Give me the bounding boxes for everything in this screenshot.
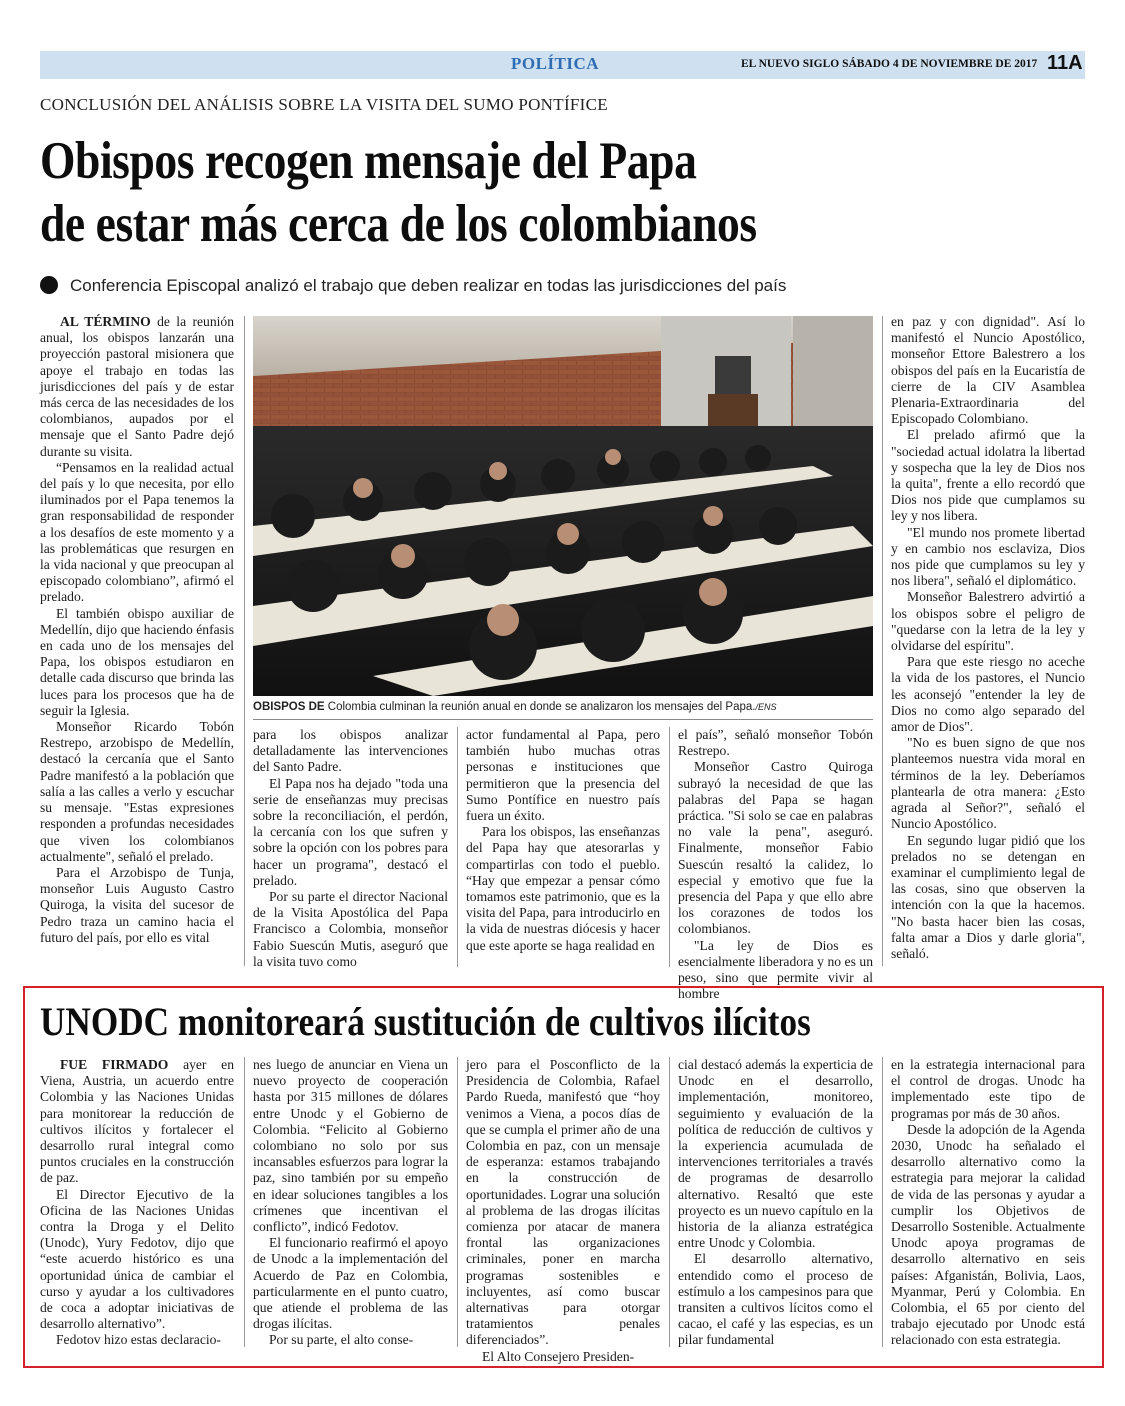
paragraph: “Pensamos en la realidad actual del país y lo que necesita, por ello iluminados por el Papa tenemos la gran responsabilidad de responder a los desafíos de este momento y a las problemáticas que resurgen en la vida nacional y que preocupan al episcopado colombiano”, afirmó el prelado. (40, 459, 234, 605)
masthead-date: EL NUEVO SIGLO SÁBADO 4 DE NOVIEMBRE DE 2017 (741, 58, 1038, 70)
caption-text: Colombia culminan la reunión anual en donde se analizaron los mensajes del Papa. (327, 701, 756, 713)
paragraph: Para los obispos, las enseñanzas del Papa hay que atesorarlas y compartirlas con todo el pueblo. “Hay que empezar a pensar cómo tomamos este patrimonio, que es la visita del Papa, para introducirlo en la vida de nuestras diócesis y hacer que este aporte se haga realidad en (466, 824, 660, 953)
paragraph: Monseñor Ricardo Tobón Restrepo, arzobispo de Medellín, destacó la cercanía que el Santo Padre manifestó a la población que salía a las calles a verlo y escuchar su mensaje. "Estas expresiones responden a profundas necesidades que viven los colombianos actualmente", señaló el prelado. (40, 719, 234, 864)
lead-word: FUE FIRMADO (60, 1057, 169, 1072)
unodc-column-3 (466, 1057, 660, 1365)
column-divider (669, 727, 670, 967)
paragraph: en la estrategia internacional para el control de drogas. Unodc ha implementado este tipo de programas por más de 30 años. (891, 1057, 1085, 1121)
paragraph: En segundo lugar pidió que los prelados no se detengan en examinar el cumplimiento legal de las cosas, sino que observen la intención con la que la hacemos. "No basta hacer bien las cosas, falta amar a Dios y darle gloria", señaló. (891, 832, 1085, 961)
article-column-2 (253, 727, 448, 970)
paragraph: "No es buen signo de que nos planteemos nuestra vida moral en términos de la ley. Deberíamos plantearla de otra manera: ¿Esto agrada al Señor?", señaló el Nuncio Apostólico. (891, 735, 1085, 832)
bullet-icon (40, 276, 58, 294)
paragraph: El también obispo auxiliar de Medellín, dijo que haciendo énfasis en cada uno de los mensajes del Papa, los obispos estudiaron en detalle cada discurso que brinda las luces para los procesos que ha de seguir la Iglesia. (40, 605, 234, 718)
column-divider (457, 727, 458, 967)
column-divider (882, 316, 883, 966)
photo-credit: /ENS (755, 702, 777, 712)
headline-line-2: de estar más cerca de los colombianos (40, 195, 757, 253)
paragraph: Para que este riesgo no aceche la vida de los pastores, el Nuncio les aconsejó "entender la ley de Dios no como algo separado del amor de Dios". (891, 654, 1085, 735)
paragraph: Monseñor Castro Quiroga subrayó la necesidad de que las palabras del Papa se hagan práctica. "Si solo se cae en palabras no vale la pena", aseguró. Finalmente, monseñor Fabio Suescún resaltó la calidez, lo especial y emotivo que fue la presencia del Papa y que ello abre los corazones de todos los colombianos. (678, 759, 873, 937)
article-kicker: CONCLUSIÓN DEL ANÁLISIS SOBRE LA VISITA DEL SUMO PONTÍFICE (40, 95, 608, 114)
paragraph: nes luego de anunciar en Viena un nuevo proyecto de cooperación hasta por 315 millones de dólares entre Unodc y el Gobierno de Colombia. “Felicito al Gobierno colombiano no solo por sus incansables esfuerzos para lograr la paz, sino también por su empeño en idear soluciones tangibles a los crímenes que incentivan el conflicto”, indicó Fedotov. (253, 1057, 448, 1235)
paragraph: Para el Arzobispo de Tunja, monseñor Luis Augusto Castro Quiroga, la visita del sucesor de Pedro traza un camino hacia el futuro del país, por ello es vital (40, 864, 234, 945)
caption-divider (253, 719, 873, 720)
bishops-meeting-photo (253, 316, 873, 696)
paragraph: Desde la adopción de la Agenda 2030, Unodc ha señalado el desarrollo alternativo como la estrategia para mejorar la calidad de vida de las personas y ayudar a cumplir los Objetivos de Desarrollo Sostenible. Actualmente Unodc apoya programas de desarrollo alternativo en seis países: Afganistán, Bolivia, Laos, Myanmar, Perú y Colombia. En Colombia, el 65 por ciento del trabajo ejecutado por Unodc está relacionado con esta estrategia. (891, 1121, 1085, 1348)
section-label: POLÍTICA (511, 54, 600, 73)
headline-line-1: Obispos recogen mensaje del Papa (40, 132, 697, 190)
paragraph: cial destacó además la experticia de Unodc en el desarrollo, implementación, monitoreo, seguimiento y evaluación de la política de reducción de cultivos y la experiencia acumulada de intervenciones territoriales a través de programas de desarrollo alternativo. Resaltó que este proyecto es un nuevo capítulo en la historia de la alianza estratégica entre Unodc y Colombia. (678, 1057, 873, 1251)
article-column-1 (40, 314, 234, 946)
unodc-column-2 (253, 1057, 448, 1349)
unodc-column-4 (678, 1057, 873, 1349)
paragraph: El Alto Consejero Presiden- (482, 1348, 635, 1364)
paragraph: El Papa nos ha dejado "toda una serie de enseñanzas muy precisas sobre la reconciliación, el perdón, la cercanía con los que sufren y sobre la opción con los pobres para hacer un programa", destacó el prelado. (253, 775, 448, 888)
paragraph: El Director Ejecutivo de la Oficina de las Naciones Unidas contra la Droga y el Delito (Unodc), Yury Fedotov, dijo que “este acuerdo histórico es una oportunidad única de cambiar el curso y ayudar a los cultivadores de coca a adoptar iniciativas de desarrollo alternativo”. (40, 1186, 234, 1332)
article-column-4 (678, 727, 873, 1002)
lead-word: AL TÉRMINO (60, 314, 151, 329)
article-column-5 (891, 314, 1085, 962)
column-divider (669, 1057, 670, 1347)
paragraph: "El mundo nos promete libertad y en cambio nos esclaviza, Dios nos pide que cumplamos su ley y nos libera", señaló el diplomático. (891, 524, 1085, 589)
paragraph: actor fundamental al Papa, pero también hubo muchas otras personas e instituciones que permitieron que la presencia del Sumo Pontífice en nuestro país fuera un éxito. (466, 727, 660, 824)
article-headline (40, 130, 943, 256)
page-number: 11A (1047, 52, 1083, 74)
paragraph: el país”, señaló monseñor Tobón Restrepo. (678, 727, 873, 759)
column-divider (882, 1057, 883, 1347)
article-photo (253, 316, 873, 696)
paragraph: "La ley de Dios es esencialmente liberadora y no es un peso, sino que permite vivir al hombre (678, 937, 873, 1002)
paragraph: Por su parte, el alto conse- (269, 1332, 414, 1348)
unodc-column-5 (891, 1057, 1085, 1349)
unodc-headline: UNODC monitoreará sustitución de cultivos ilícitos (40, 999, 811, 1044)
photo-caption (253, 701, 873, 713)
paragraph: en paz y con dignidad". Así lo manifestó el Nuncio Apostólico, monseñor Ettore Balestrero a los obispos del país en la Eucaristía de cierre de la CIV Asamblea Plenaria-Extraordinaria del Episcopado Colombiano. (891, 314, 1085, 427)
paragraph: El prelado afirmó que la "sociedad actual idolatra la libertad y sospecha que la ley de Dios nos la quita", frente a ello recordó que Dios nos pide que cumplamos su ley y nos libera. (891, 427, 1085, 524)
subhead-text: Conferencia Episcopal analizó el trabajo que deben realizar en todas las jurisdicciones del país (70, 276, 787, 295)
paragraph: Por su parte el director Nacional de la Visita Apostólica del Papa Francisco a Colombia, monseñor Fabio Suescún Mutis, aseguró que la visita tuvo como (253, 889, 448, 969)
paragraph: jero para el Posconflicto de la Presidencia de Colombia, Rafael Pardo Rueda, manifestó que “hoy venimos a Viena, a pocos días de que se cumpla el primer año de una Colombia en paz, con un mensaje de esperanza: estamos trabajando en la construcción de oportunidades. Lograr una solución al problema de las drogas ilícitas comienza por atacar de manera frontal las organizaciones criminales, poner en marcha programas sostenibles e incluyentes, así como buscar alternativas para otorgar tratamientos penales diferenciados”. (466, 1057, 660, 1348)
paragraph: Monseñor Balestrero advirtió a los obispos sobre el peligro de "quedarse con la letra de la ley y olvidarse del espíritu". (891, 589, 1085, 654)
paragraph: para los obispos analizar detalladamente las intervenciones del Santo Padre. (253, 727, 448, 775)
paragraph: ayer en Viena, Austria, un acuerdo entre Colombia y las Naciones Unidas para monitorear la reducción de cultivos ilícitos y fortalecer el desarrollo rural integral como puntos cruciales en la construcción de paz. (40, 1057, 234, 1186)
paragraph: Fedotov hizo estas declaracio- (56, 1332, 221, 1348)
column-divider (244, 1057, 245, 1347)
unodc-column-1 (40, 1057, 234, 1349)
column-divider (457, 1057, 458, 1347)
article-subhead (40, 276, 786, 296)
paragraph: El funcionario reafirmó el apoyo de Unodc a la implementación del Acuerdo de Paz en Colombia, particularmente en el punto cuatro, que atiende el problema de las drogas ilícitas. (253, 1235, 448, 1332)
paragraph: de la reunión anual, los obispos lanzarán una proyección pastoral misionera que apoye el trabajo en todas las jurisdicciones del país y de estar más cerca de las necesidades de los colombianos, aupados por el mensaje que el Santo Padre dejó durante su visita. (40, 314, 234, 459)
caption-lead: OBISPOS DE (253, 701, 325, 713)
paragraph: El desarrollo alternativo, entendido como el proceso de estímulo a los campesinos para que transiten a cultivos lícitos como el cacao, el café y las especias, es un pilar fundamental (678, 1251, 873, 1348)
article-column-3 (466, 727, 660, 954)
column-divider (244, 316, 245, 966)
